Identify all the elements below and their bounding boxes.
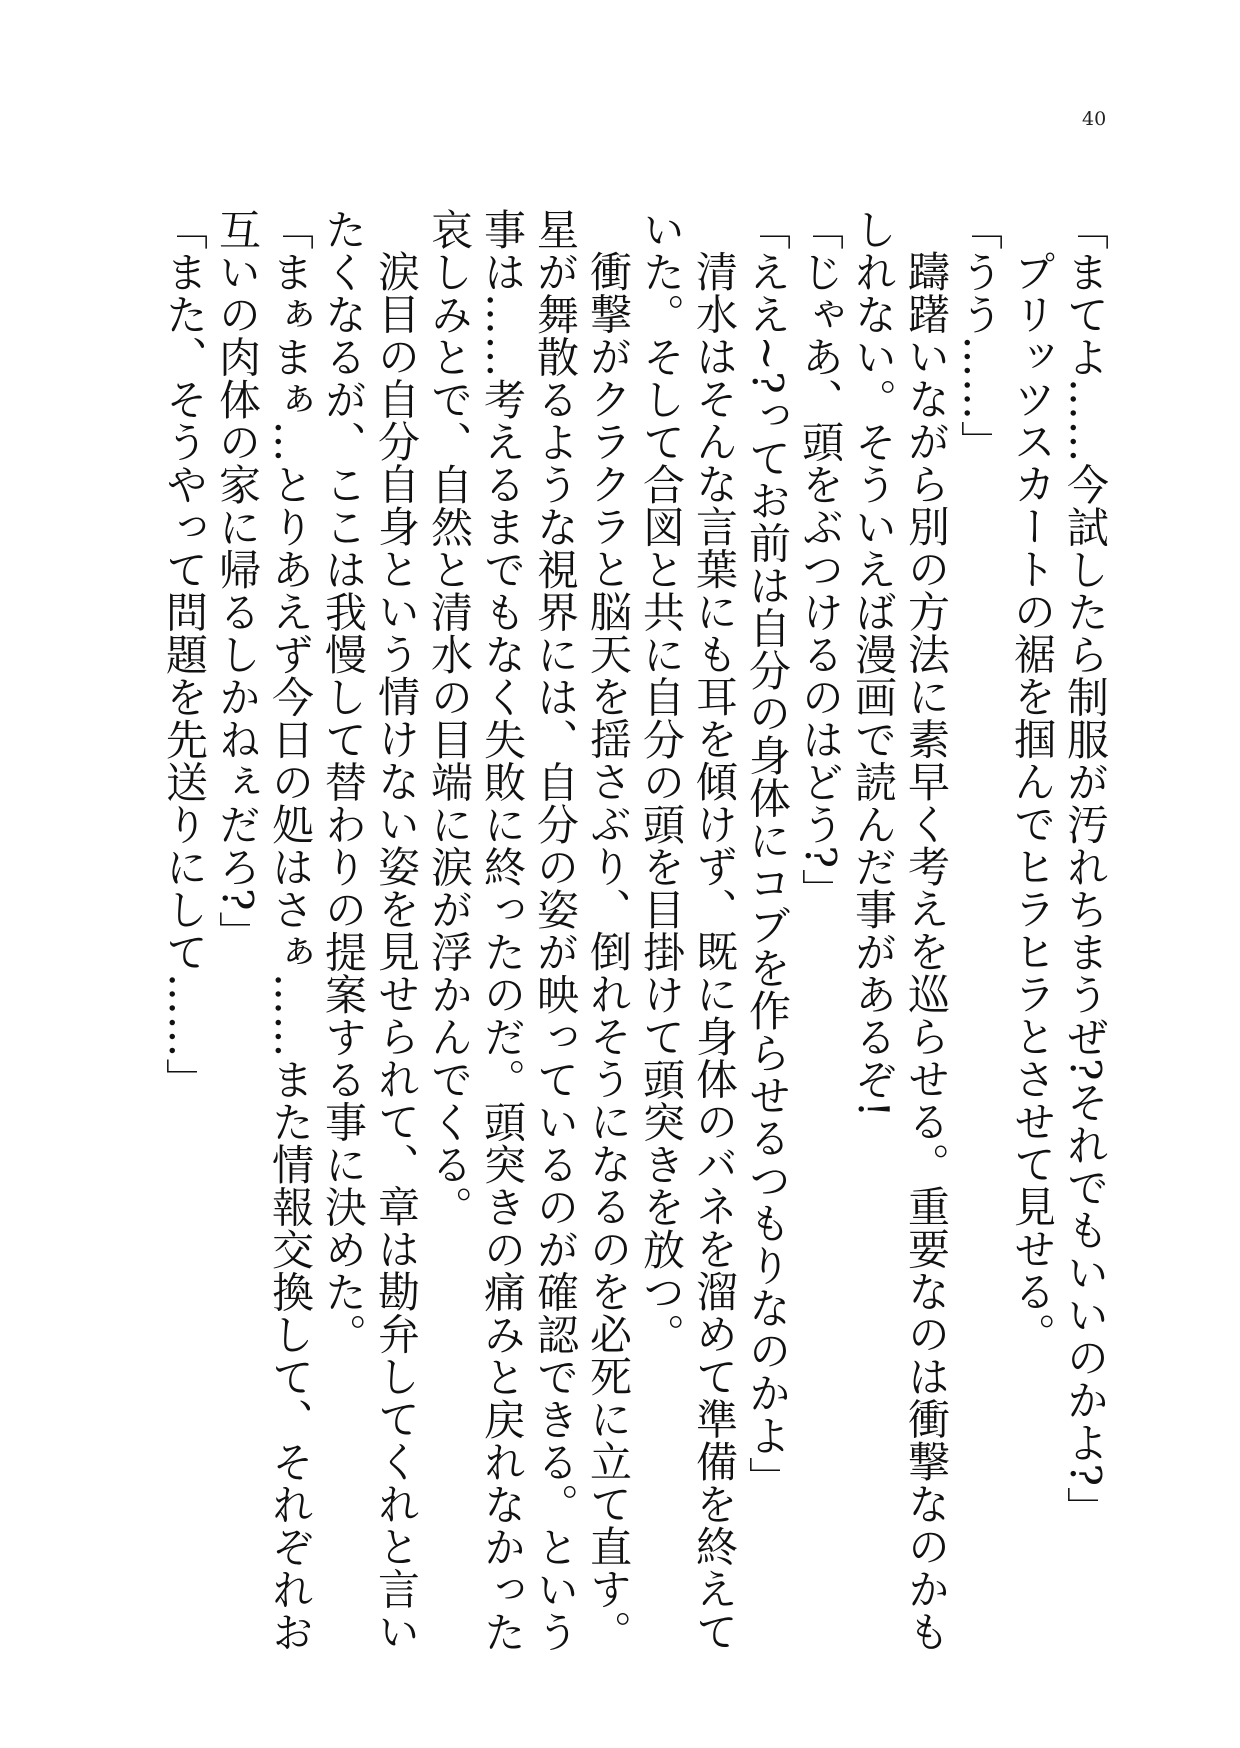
vertical-text-body — [158, 208, 1112, 1658]
paragraph-dialogue: 「うう……」 — [955, 208, 1004, 463]
paragraph-dialogue: 「まてよ……今試したら制服が汚れちまうぜ?それでもいいのかよ?」 — [1061, 208, 1110, 1530]
paragraph-dialogue: 「じゃあ、頭をぶつけるのはどう?」 — [796, 208, 845, 912]
paragraph-narration: 躊躇いながら別の方法に素早く考えを巡らせる。重要なのは衝撃なのかもしれない。そういえば漫画で読んだ事があるぞ! — [849, 208, 951, 1653]
paragraph-dialogue: 「ええ~?ってお前は自分の身体にコブを作らせるつもりなのかよ」 — [743, 208, 792, 1500]
page-number: 40 — [1082, 108, 1107, 130]
paragraph-narration: プリッツスカートの裾を掴んでヒラヒラとさせて見せる。 — [1008, 250, 1057, 1355]
paragraph-narration: 衝撃がクラクラと脳天を揺さぶり、倒れそうになるのを必死に立て直す。星が舞散るような視界には、自分の姿が映っているのが確認できる。という事は……考えるまでもなく失敗に終ったのだ。頭突きの痛みと戻れなかった哀しみとで、自然と清水の目端に涙が浮かんでくる。 — [425, 208, 633, 1653]
paragraph-dialogue: 「まぁまぁ…とりあえず今日の処はさぁ……また情報交換して、それぞれお互いの肉体の家に帰るしかねぇだろ?」 — [213, 208, 315, 1653]
paragraph-narration: 清水はそんな言葉にも耳を傾けず、既に身体のバネを溜めて準備を終えていた。そして合図と共に自分の頭を目掛けて頭突きを放つ。 — [637, 208, 739, 1653]
paragraph-narration: 涙目の自分自身という情けない姿を見せられて、章は勘弁してくれと言いたくなるが、ここは我慢して替わりの提案する事に決めた。 — [319, 208, 421, 1653]
paragraph-dialogue: 「また、そうやって問題を先送りにして……」 — [160, 208, 209, 1101]
